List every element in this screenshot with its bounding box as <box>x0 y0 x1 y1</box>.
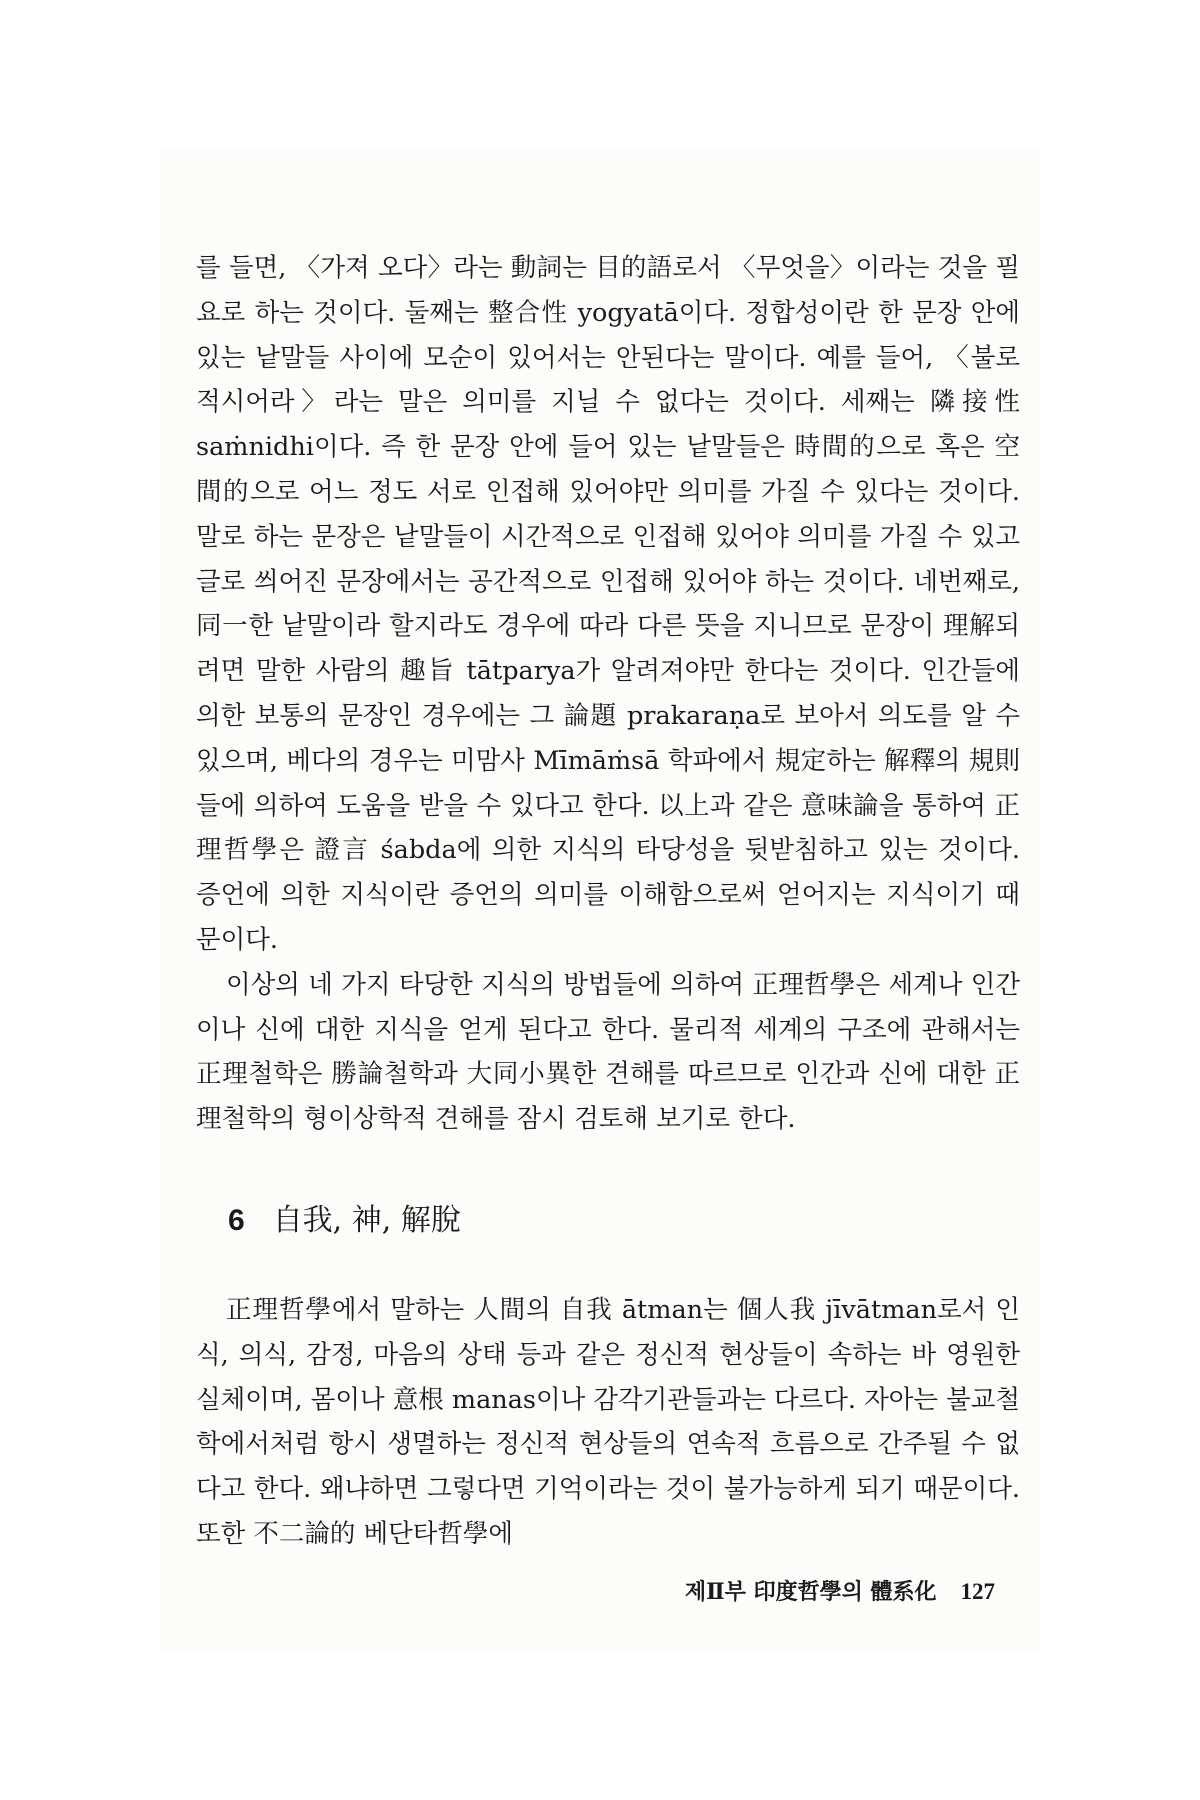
paragraph-knowledge-methods: 이상의 네 가지 타당한 지식의 방법들에 의하여 正理哲學은 세계나 인간이나 신에 대한 지식을 얻게 된다고 한다. 물리적 세계의 구조에 관해서는 正理철학은 勝論철학과 大同小異한 견해를 따르므로 인간과 신에 대한 正理철학의 형이상학적 견해를 잠시 검토해 보기로 한다. <box>196 969 1020 1135</box>
paragraph-self: 正理哲學에서 말하는 人間의 自我 ātman는 個人我 jīvātman로서 인식, 의식, 감정, 마음의 상태 등과 같은 정신적 현상들이 속하는 바 영원한 실체이며, 몸이나 意根 manas이나 감각기관들과는 다르다. 자아는 불교철학에서처럼 항시 생멸하는 정신적 현상들의 연속적 흐름으로 간주될 수 없다고 한다. 왜냐하면 그렇다면 기억이라는 것이 불가능하게 되기 때문이다. 또한 不二論的 베단타哲學에 <box>196 1295 1020 1549</box>
section-title: 自我, 神, 解脫 <box>272 1203 461 1238</box>
section-number: 6 <box>228 1204 245 1237</box>
paragraph-semantics: 를 들면, 〈가져 오다〉라는 動詞는 目的語로서 〈무엇을〉이라는 것을 필요로 하는 것이다. 둘째는 整合性 yogyatā이다. 정합성이란 한 문장 안에 있는 낱말들 사이에 모순이 있어서는 안된다는 말이다. 예를 들어, 〈불로 적시어라〉라는 말은 의미를 지닐 수 없다는 것이다. 세째는 隣接性 saṁnidhi이다. 즉 한 문장 안에 들어 있는 낱말들은 時間的으로 혹은 空間的으로 어느 정도 서로 인접해 있어야만 의미를 가질 수 있다는 것이다. 말로 하는 문장은 낱말들이 시간적으로 인접해 있어야 의미를 가질 수 있고 글로 씌어진 문장에서는 공간적으로 인접해 있어야 하는 것이다. 네번째로, 同一한 낱말이라 할지라도 경우에 따라 다른 뜻을 지니므로 문장이 理解되려면 말한 사람의 趣旨 tātparya가 알려져야만 한다는 것이다. 인간들에 의한 보통의 문장인 경우에는 그 論題 prakaraṇa로 보아서 의도를 알 수 있으며, 베다의 경우는 미맘사 Mīmāṁsā 학파에서 規定하는 解釋의 規則들에 의하여 도움을 받을 수 있다고 한다. 以上과 같은 意味論을 통하여 正理哲學은 證言 śabda에 의한 지식의 타당성을 뒷받침하고 있는 것이다. 증언에 의한 지식이란 증언의 의미를 이해함으로써 얻어지는 지식이기 때문이다. <box>196 253 1020 955</box>
running-title: 제Ⅱ부 印度哲學의 體系化 <box>684 1579 937 1605</box>
body-text-section-2 <box>196 1288 1020 1557</box>
page-number: 127 <box>960 1579 995 1604</box>
page-footer <box>685 1575 995 1606</box>
section-heading <box>228 1195 461 1239</box>
body-text-section-1 <box>196 246 1020 1142</box>
